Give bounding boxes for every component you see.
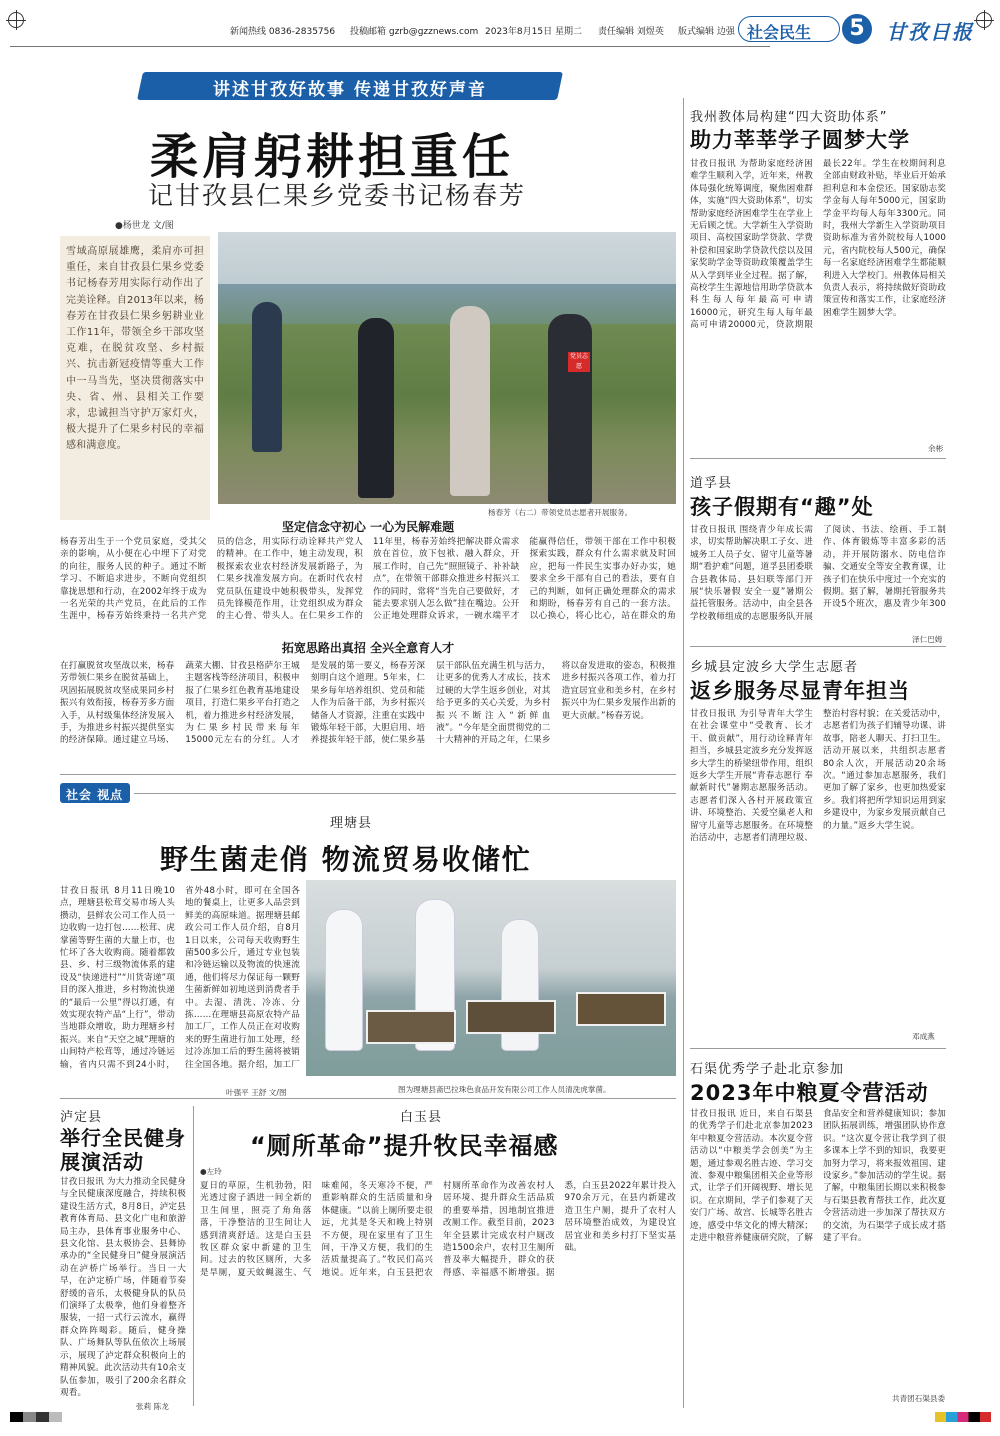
photo-mountain <box>218 284 676 324</box>
main-banner-text: 讲述甘孜好故事 传递甘孜好声音 <box>213 80 487 100</box>
column-divider <box>683 98 684 1408</box>
photo-crate-2 <box>466 1000 556 1034</box>
a1-rule <box>690 458 946 459</box>
lead-photo <box>306 880 676 1076</box>
lead-photo-caption: 图为理塘县斋巴拉珠色食品开发有限公司工作人员清洗虎掌菌。 <box>398 1085 611 1094</box>
main-photo <box>218 232 676 504</box>
a1-author: 余彬 <box>928 444 944 453</box>
color-bar-right <box>935 1412 991 1422</box>
a2-body: 甘孜日报讯 围绕青少年成长需求，切实帮助解决职工子女、进城务工人员子女、留守儿童等暑期“看护难”问题，道孚县团委联合县教体局、县妇联等部门开展“快乐暑假 安全一夏”暑期公益托管服务。活动中，由全县各学校教师组成的志愿服务队开展了阅读、书法、绘画、手工制作、体育锻炼等丰富多彩的活动，并开展防溺水、防电信诈骗、交通安全等安全教育课，让孩子们在快乐中度过一个充实的假期。据了解，暑期托管服务共开设5个班次，惠及青少年300 <box>690 525 946 622</box>
main-subhead-2: 拓宽思路出真招 全兴全意育人才 <box>281 641 455 655</box>
section-name: 社会民生 <box>747 23 812 42</box>
a3-kicker: 乡城县定波乡大学生志愿者 <box>690 660 859 675</box>
registration-mark-top-left <box>8 12 24 28</box>
s3-title: “厕所革命”提升牧民幸福感 <box>250 1132 559 1160</box>
a1-kicker: 我州教体局构建“四大资助体系” <box>690 110 888 125</box>
lead-author: 叶强平 王舒 文/图 <box>226 1088 287 1097</box>
a2-title: 孩子假期有“趣”处 <box>690 495 874 519</box>
lead-body: 甘孜日报讯 8月11日晚10点，理塘县松茸交易市场人头攒动，县鲜农公司工作人员一边收购一边打包……松茸、虎掌菌等野生菌的大量上市，也忙坏了各大收购商。随着都敦县、乡、村三级物流体系的建设及“快递进村”“川货寄递”项目的深入推进，乡村物流快递的“最后一公里”得以打通，有效实现农特产品“上行”，带动当地群众增收，助力理塘乡村振兴。来自“天空之城”理塘的山间特产松茸等，通过冷链运输，省内只需不到24小时，省外48小时，即可在全国各地的餐桌上，让更多人品尝到鲜美的高原味道。据理塘县邮政公司工作人员介绍，自8月1日以来，公司每天收购野生菌500多公斤，通过专业包装和冷链运输以及物流的快速流通，他们将尽力保证每一颗野生菌新鲜如初地送到消费者手中。去湿、清洗、冷冻、分拣……在理塘县高原农特产品加工厂，工作人员正在对收购来的野生菌进行加工处理，经过冷冻加工后的野生菌将被销往全国各地。据介绍，加工厂 <box>60 886 300 1070</box>
main-headline: 柔肩躬耕担重任 <box>150 129 515 185</box>
a2-rule <box>690 646 946 647</box>
date: 2023年8月15日 星期二 <box>485 27 582 37</box>
social-tag-text: 社会 视点 <box>66 788 124 802</box>
a4-body: 甘孜日报讯 近日，来自石渠县的优秀学子们赴北京参加2023年中粮夏令营活动。本次夏令营活动以“中粮美学会创美”为主题，通过参观名胜古迹、学习交流、参观中粮集团相关企业等形式，让学子们开阔视野、增长见识。在京期间，学子们参观了天安门广场、故宫、长城等名胜古迹，感受中华文化的博大精深；走进中粮营养健康研究院，了解食品安全和营养健康知识；参加团队拓展训练，增强团队协作意识。“这次夏令营让我学到了很多课本上学不到的知识，我要更加努力学习，将来报效祖国、建设家乡。”参加活动的学生说。据了解，中粮集团长期以来积极参与石渠县教育帮扶工作，此次夏令营活动进一步加深了帮扶双方的交流，为石渠学子成长成才搭建了平台。 <box>690 1109 946 1244</box>
social-tag <box>60 783 130 803</box>
a1-body: 甘孜日报讯 为帮助家庭经济困难学生顺利入学，近年来，州教体局强化统筹调度，聚焦困难群体，实施“四大资助体系”，切实帮助家庭经济困难学生在学业上无后顾之忧。大学新生入学资助项目、高校国家助学贷款、学费补偿和国家助学贷款代偿以及国家奖助学金等资助政策覆盖学生从入学到毕业全过程。据了解，高校学生生源地信用助学贷款本科生每人每年最高可申请16000元，研究生每人每年最高可申请20000元，贷款期限最长22年。学生在校期间利息全部由财政补贴，毕业后开始承担利息和本金偿还。国家励志奖学金每人每年5000元，国家助学金平均每人每年3300元。同时，我州大学新生入学资助项目资助标准为省外院校每人1000元，省内院校每人500元，确保每一名家庭经济困难学生都能顺利进入大学校门。州教体局相关负责人表示，将持续做好资助政策宣传和落实工作，让家庭经济困难学生圆梦大学。 <box>690 159 946 331</box>
s3-byline: ●左玲 <box>200 1167 222 1176</box>
photo-person-3 <box>450 306 490 496</box>
s3-kicker: 白玉县 <box>400 1110 443 1125</box>
main-subhead: 记甘孜县仁果乡党委书记杨春芳 <box>148 181 527 210</box>
photo-person-2 <box>358 318 394 498</box>
armband-text: 党员志愿 <box>569 353 588 370</box>
main-lead: 雪域高原展雄鹰，柔肩亦可担重任，来自甘孜县仁果乡党委书记杨春芳用实际行动作出了完美诠释。自2013年以来，杨春芳在甘孜县仁果乡躬耕业业工作11年，带领全乡干部攻坚克难，在脱贫攻坚、乡村振兴、抗击新冠疫情等重大工作中一马当先，坚决贯彻落实中央、省、州、县相关工作要求，忠诚担当守护万家灯火，极大提升了仁果乡村民的幸福感和满意度。 <box>60 236 210 520</box>
a1-title: 助力莘莘学子圆梦大学 <box>690 128 910 152</box>
a3-author: 邓成燕 <box>912 1032 935 1041</box>
top-bar <box>230 14 990 56</box>
color-bar-left <box>10 1412 62 1422</box>
photo-person-1 <box>252 302 282 452</box>
a4-kicker: 石渠优秀学子赴北京参加 <box>690 1062 845 1077</box>
main-bottom-rule <box>60 774 676 775</box>
main-byline: ●杨世龙 文/图 <box>115 221 174 231</box>
s2-author: 张莉 陈龙 <box>136 1402 169 1411</box>
top-rule <box>10 46 770 47</box>
a2-author: 泽仁巴姆 <box>912 635 943 644</box>
lead-title: 野生菌走俏 物流贸易收储忙 <box>160 843 532 876</box>
photo-crate-1 <box>366 1010 456 1044</box>
designer: 版式编辑 边强 <box>678 27 735 37</box>
s2-kicker: 泸定县 <box>60 1110 103 1125</box>
photo-person-4 <box>548 314 592 504</box>
social-top-rule <box>134 793 676 794</box>
main-body-1: 杨春芳出生于一个党员家庭，受其父亲的影响，从小便在心中埋下了对党的向往，服务人民的种子。通过不断学习、不断追求进步，不断向党组织靠拢思想和行动，在2002年终于成为一名光荣的共产党员，在此后的工作生涯中，杨春芳始终秉持一名共产党员的信念，用实际行动诠释共产党人的精神。在工作中，她主动发现，积极探索农业农村经济发展新路子，为仁果乡找准发展方向。在新时代农村党员队伍建设中她积极带头，发挥党员先锋模范作用，让党组织成为群众的主心骨、带头人。在仁果乡工作的11年里，杨春芳始终把解决群众需求放在首位，放下包袱、融入群众，开展工作时，自己先“照照镜子、补补缺点”，在带领干部群众推进乡村振兴工作的同时，常将“当先自己要做好，才能去要求别人怎么做”挂在嘴边。公开公正地处理群众诉求，一碗水端平才能赢得信任，带领干部在工作中积极探索实践，群众有什么需求就及时回应，把每一件民生实事办好办实，她要求全乡干部有自己的看法，要有自己的判断，如何正确处理群众的需求和期盼，杨春芳有自己的一套方法。以心换心，将心比心，站在群众的角 <box>60 537 676 622</box>
s3-body: 夏日的草原，生机勃勃，阳光透过窗子洒进一间全新的卫生间里，照亮了角角落落，干净整洁的卫生间让人感到清爽舒适。这是白玉县牧区群众家中新建的卫生间。过去的牧区厕所，大多是旱厕，夏天蚊蝇滋生、气味难闻，冬天寒冷不便，严重影响群众的生活质量和身体健康。“以前上厕所要走很远，尤其是冬天和晚上特别不方便，现在家里有了卫生间，干净又方便，我们的生活质量提高了。”牧民们高兴地说。近年来，白玉县把农村厕所革命作为改善农村人居环境、提升群众生活品质的重要举措，因地制宜推进改厕工作。截至目前，2023年全县累计完成农村户厕改造1500余户，农村卫生厕所普及率大幅提升，群众的获得感、幸福感不断增强。据悉，白玉县2022年累计投入970余万元，在县内新建改造卫生户厕，提升了农村人居环境整治成效，为建设宜居宜业和美乡村打下坚实基础。 <box>200 1181 676 1278</box>
a3-rule <box>690 1048 946 1049</box>
main-photo-caption: 杨春芳（右二）带领党员志愿者开展服务。 <box>488 508 633 517</box>
page-number <box>842 14 872 44</box>
lead-kicker: 理塘县 <box>330 816 373 831</box>
email: 投稿邮箱 gzrb@gzznews.com <box>350 27 479 37</box>
a3-body: 甘孜日报讯 为引导青年大学生在社会课堂中“受教育、长才干、做贡献”，用行动诠释青年担当，乡城县定波乡充分发挥返乡大学生的桥梁纽带作用，组织返乡大学生开展“青春志愿行 奉献新时代”暑期志愿服务活动。志愿者们深入各村开展政策宣讲、环境整治、关爱空巢老人和留守儿童等志愿服务。在环境整治活动中，志愿者们清理垃圾、整治村容村貌；在关爱活动中，志愿者们为孩子们辅导功课、讲故事，陪老人聊天、打扫卫生。活动开展以来，共组织志愿者80余人次，开展活动20余场次。“通过参加志愿服务，我们更加了解了家乡，也更加热爱家乡。我们将把所学知识运用到家乡建设中，为家乡发展贡献自己的力量。”返乡大学生说。 <box>690 709 946 844</box>
photo-worker-1 <box>326 910 362 1050</box>
a3-title: 返乡服务尽显青年担当 <box>690 679 910 703</box>
hotline: 新闻热线 0836-2835756 <box>230 27 336 37</box>
armband <box>568 352 590 372</box>
main-body-2: 在打赢脱贫攻坚战以来，杨春芳带领仁果乡在脱贫基础上，巩固拓展脱贫攻坚成果同乡村振兴有效衔接，杨春芳多方面入手，从村级集体经济发展入手，为推进乡村振兴提供坚实的经济保障。通过建立马场、蔬菜大棚、甘孜县格萨尔王城主题客栈等经济项目，积极申报了仁果乡红色教育基地建设项目，打造仁果乡平台打造之机，着力推进乡村经济发展，为仁果乡村民带来每年15000元左右的分红。人才是发展的第一要义，杨春芳深刻明白这个道理。5年来，仁果乡每年培养组织、党员和能人作为后备干部，为乡村振兴储备人才资源，注重在实践中锻炼年轻干部，大胆启用、培养提拔年轻干部，使仁果乡基层干部队伍充满生机与活力，让更多的优秀人才成长，技术过硬的大学生返乡创业，对其给予更多的关心关爱，为乡村振兴不断注入“新鲜血液”。“今年是全面贯彻党的二十大精神的开局之年，仁果乡将以奋发进取的姿态，积极推进乡村振兴各项工作，着力打造宜居宜业和美乡村，在乡村振兴中为仁果乡发展作出新的更大贡献。”杨春芳说。 <box>60 661 676 746</box>
editor: 责任编辑 刘煜英 <box>598 27 664 37</box>
page-number-text: 5 <box>849 16 865 41</box>
section-badge <box>738 16 840 42</box>
a4-title: 2023年中粮夏令营活动 <box>690 1081 929 1105</box>
main-subhead-1: 坚定信念守初心 一心为民解难题 <box>281 520 455 534</box>
a4-author: 共青团石渠县委 <box>892 1394 946 1403</box>
a2-kicker: 道孚县 <box>690 476 733 491</box>
masthead: 甘孜日报 <box>886 20 974 44</box>
s2-title: 举行全民健身展演活动 <box>60 1126 186 1174</box>
s2-divider <box>193 1106 194 1406</box>
social-mid-rule <box>60 1098 676 1099</box>
photo-crate-3 <box>576 992 666 1026</box>
s2-body: 甘孜日报讯 为大力推动全民健身与全民健康深度融合，持续积极建设生活方式，8月8日，泸定县教育体育局、县文化广电和旅游局主办，县体育事业服务中心、县文化馆、县太极协会、县舞协承办的“全民健身日”健身展演活动在泸桥广场举行。当日一大早，在泸定桥广场，伴随着节奏舒缓的音乐，太极健身队的队员们演绎了太极拳，他们身着整齐服装，一招一式行云流水，赢得群众阵阵喝彩。随后，健身操队、广场舞队等队伍依次上场展示，展现了泸定群众积极向上的精神风貌。此次活动共有10余支队伍参加，吸引了200余名群众观看。 <box>60 1177 186 1398</box>
